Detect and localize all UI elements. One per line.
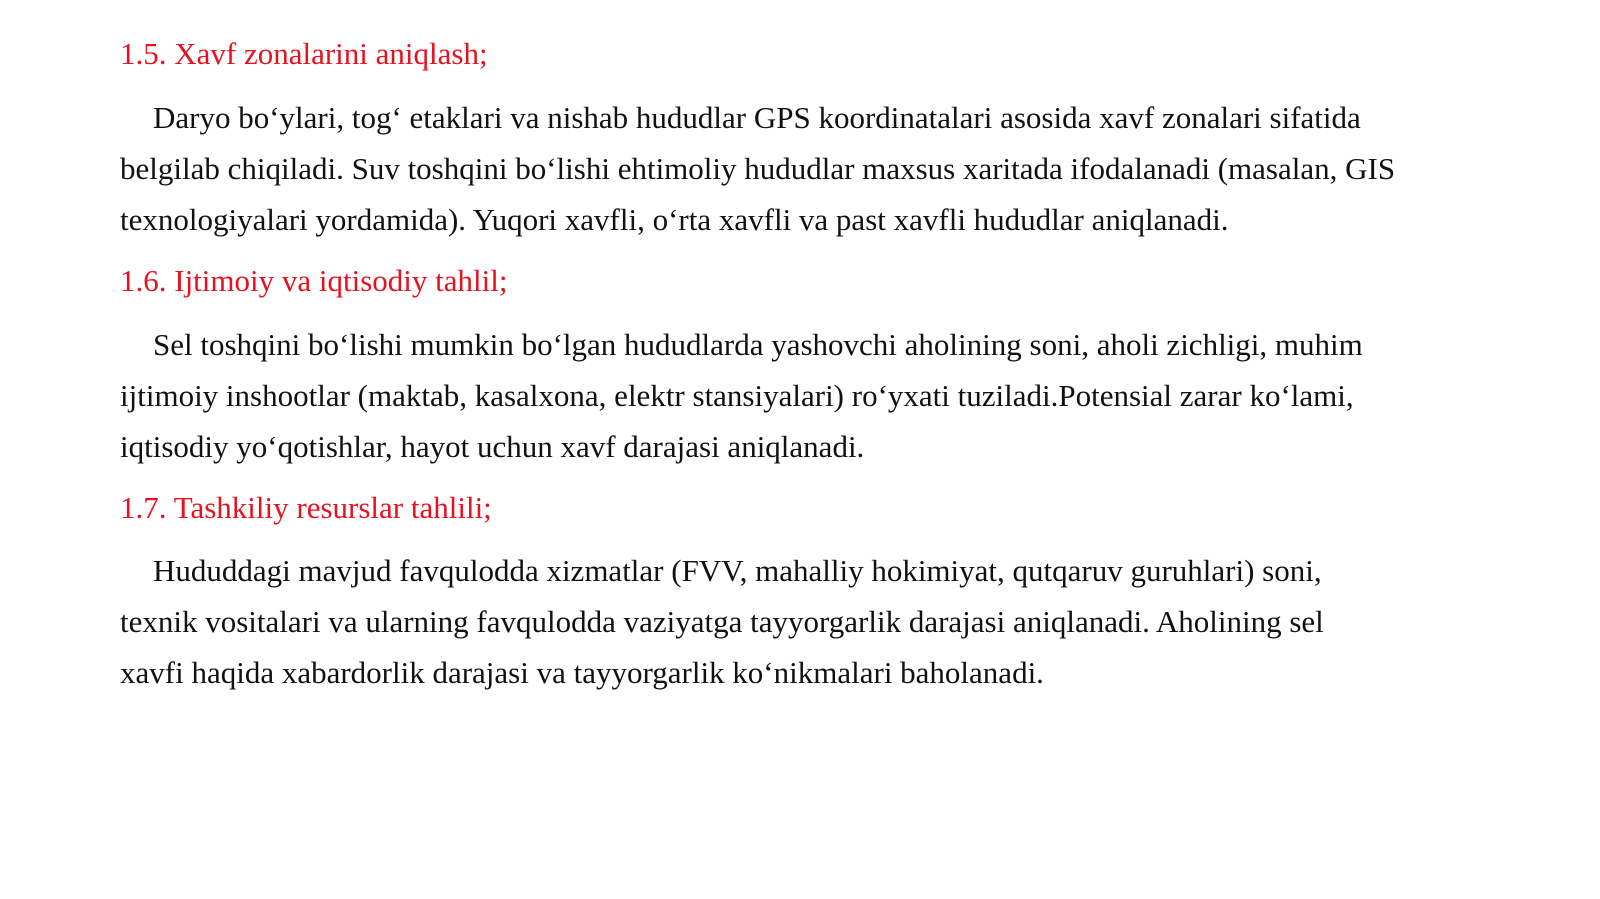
paragraph-line: texnologiyalari yordamida). Yuqori xavfli, o‘rta xavfli va past xavfli hududlar aniqlanadi. xyxy=(120,202,1229,237)
paragraph-line: texnik vositalari va ularning favqulodda vaziyatga tayyorgarlik darajasi aniqlanadi. Aholining sel xyxy=(120,604,1324,639)
paragraph-line: Daryo bo‘ylari, tog‘ etaklari va nishab hududlar GPS koordinatalari asosida xavf zonalari sifatida xyxy=(153,100,1361,135)
paragraph-line: belgilab chiqiladi. Suv toshqini bo‘lishi ehtimoliy hududlar maxsus xaritada ifodalanadi (masalan, GIS xyxy=(120,151,1396,186)
section-heading-1-5: 1.5. Xavf zonalarini aniqlash; xyxy=(120,36,488,71)
paragraph-line: Sel toshqini bo‘lishi mumkin bo‘lgan hududlarda yashovchi aholining soni, aholi zichligi, muhim xyxy=(153,327,1363,362)
section-paragraph-1-5 xyxy=(120,92,1490,245)
section-heading-1-7: 1.7. Tashkiliy resurslar tahlili; xyxy=(120,490,492,525)
paragraph-line: xavfi haqida xabardorlik darajasi va tayyorgarlik ko‘nikmalari baholanadi. xyxy=(120,655,1044,690)
paragraph-line: ijtimoiy inshootlar (maktab, kasalxona, elektr stansiyalari) ro‘yxati tuziladi.Potensial zarar ko‘lami, xyxy=(120,378,1354,413)
section-heading-1-6: 1.6. Ijtimoiy va iqtisodiy tahlil; xyxy=(120,263,508,298)
section-paragraph-1-7 xyxy=(120,545,1490,698)
paragraph-line: iqtisodiy yo‘qotishlar, hayot uchun xavf darajasi aniqlanadi. xyxy=(120,429,865,464)
paragraph-line: Hududdagi mavjud favqulodda xizmatlar (FVV, mahalliy hokimiyat, qutqaruv guruhlari) soni, xyxy=(153,553,1322,588)
section-paragraph-1-6 xyxy=(120,319,1490,472)
